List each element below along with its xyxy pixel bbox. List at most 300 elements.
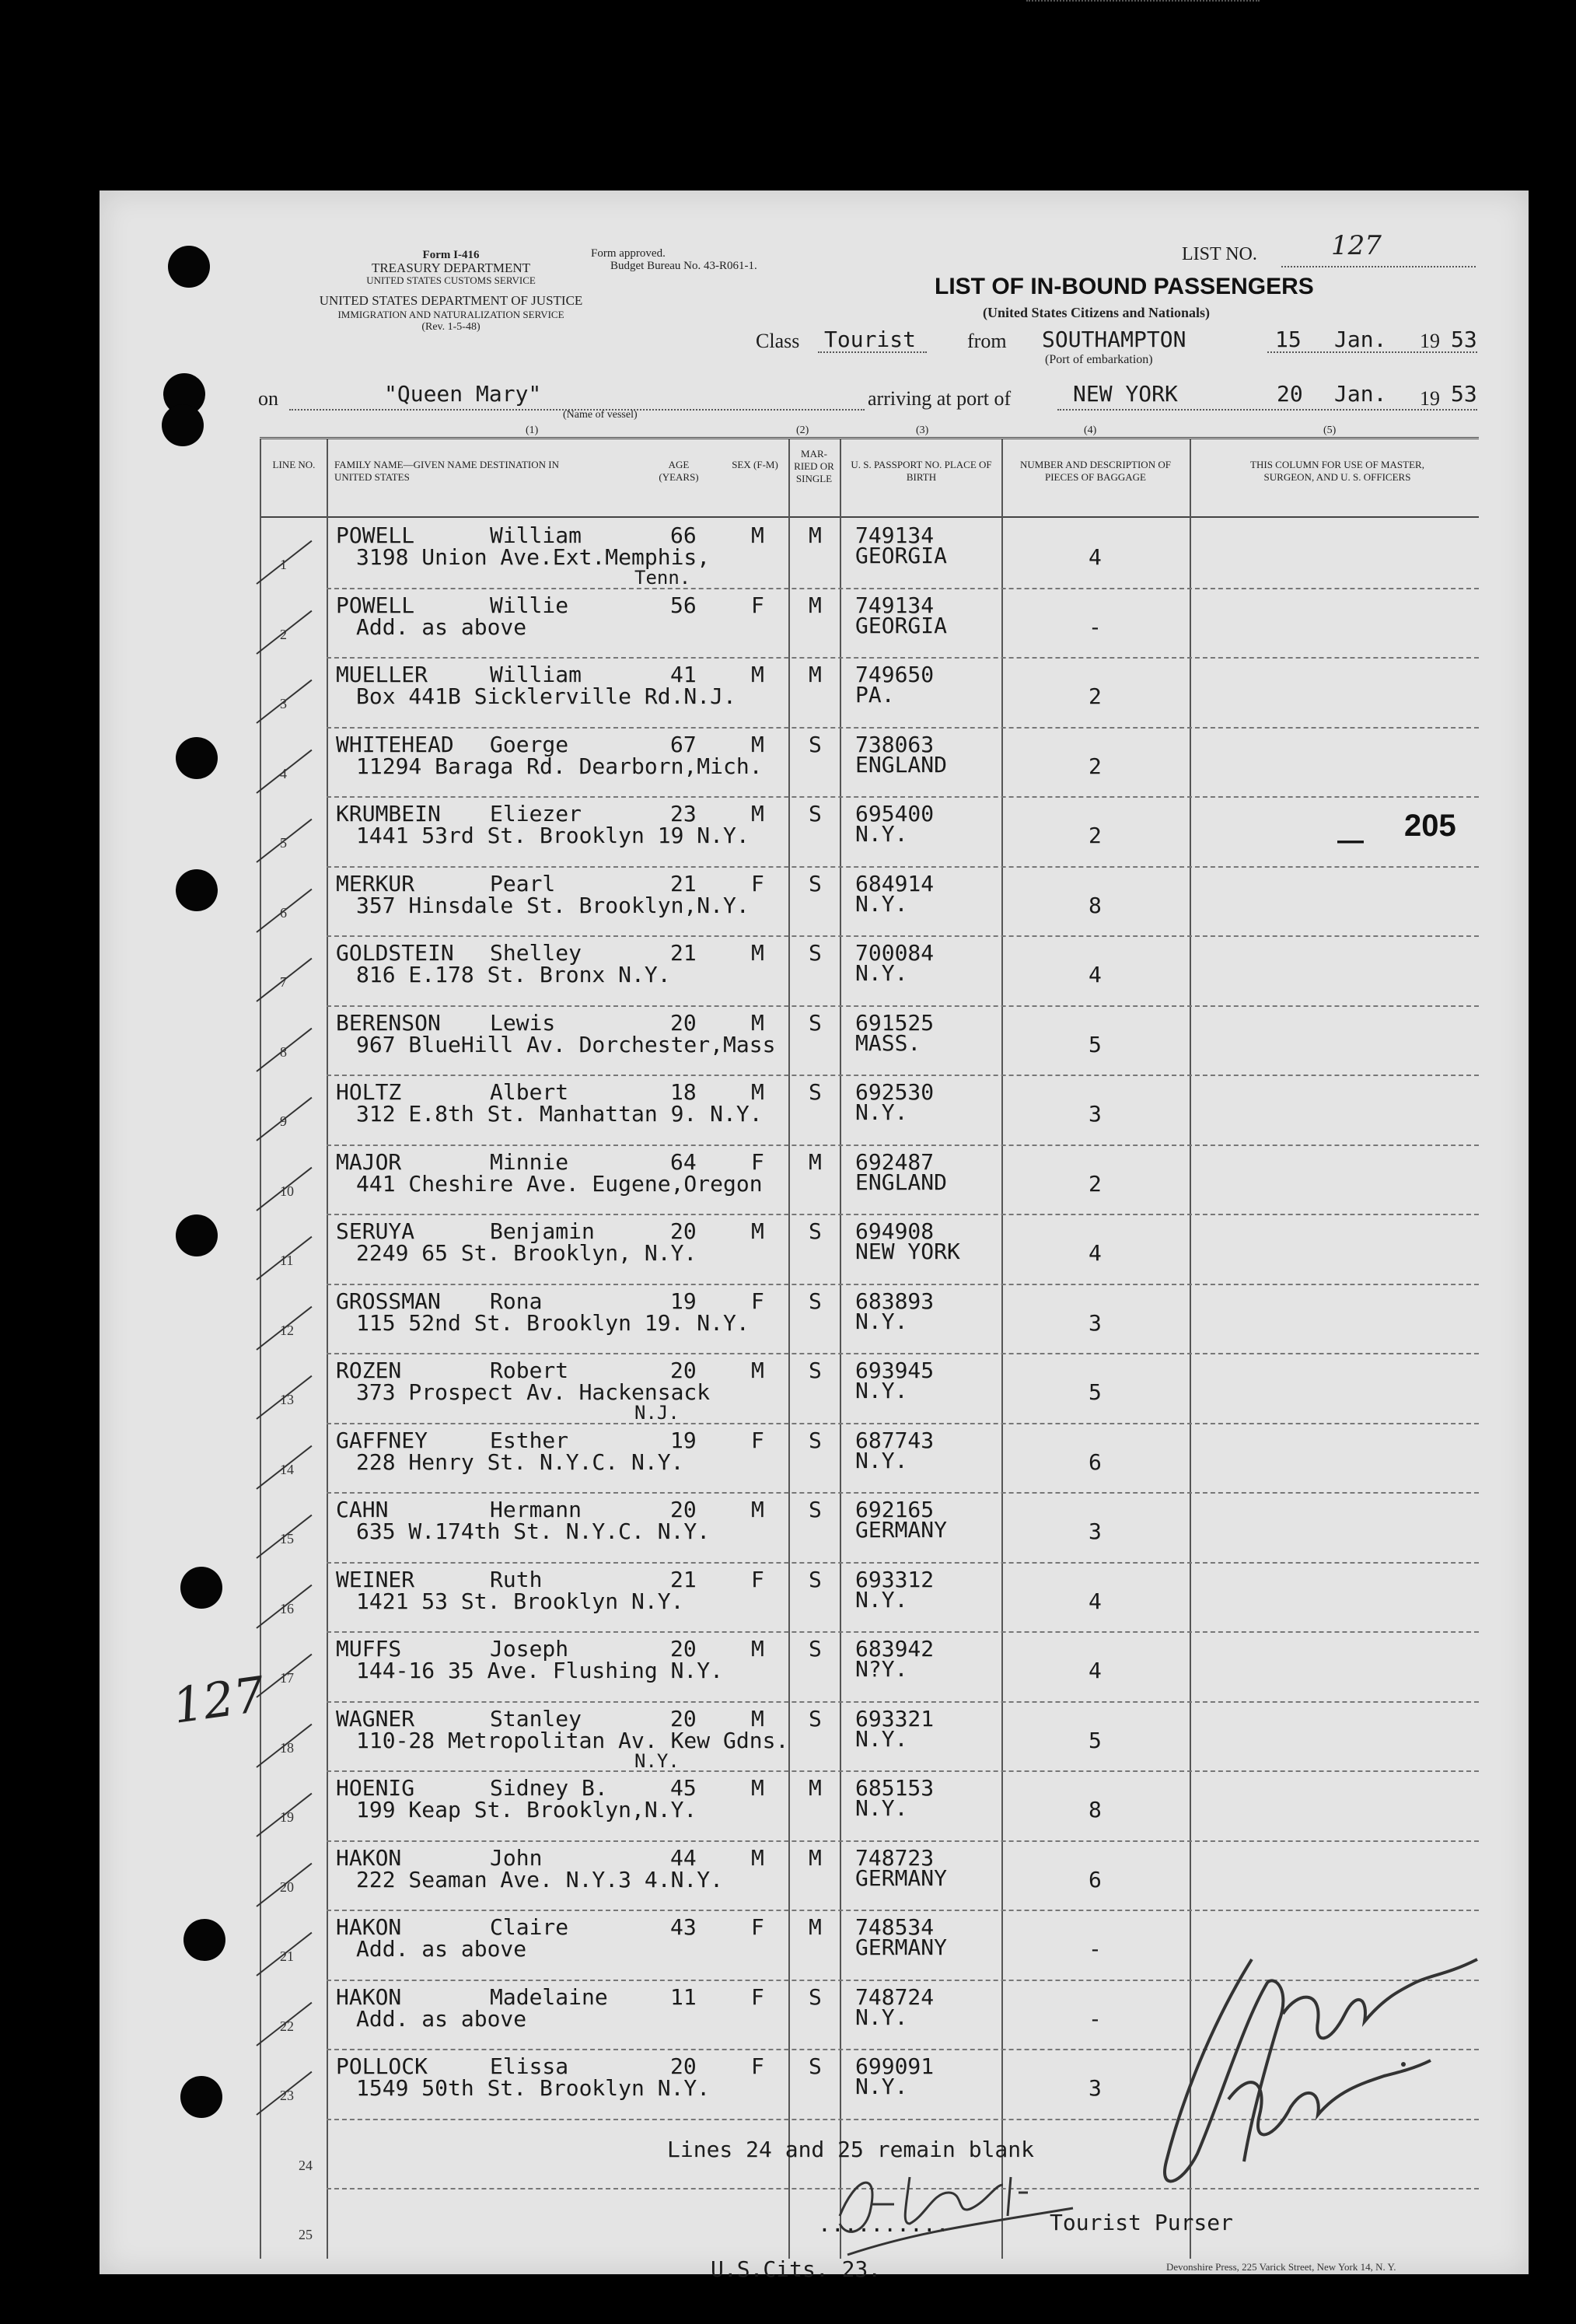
given-name: William xyxy=(490,522,582,548)
destination-address: 115 52nd St. Brooklyn 19. N.Y. xyxy=(356,1309,750,1336)
sex: M xyxy=(751,1705,764,1732)
row-divider xyxy=(327,1631,1479,1633)
date-underline xyxy=(1267,351,1477,353)
row-divider xyxy=(327,1423,1479,1424)
row-divider xyxy=(327,588,1479,589)
baggage-pieces: 2 xyxy=(1089,683,1102,709)
place-of-birth: N.Y. xyxy=(855,1099,908,1125)
line-number: 2 xyxy=(280,626,287,642)
line-number: 10 xyxy=(280,1183,294,1199)
family-name: KRUMBEIN xyxy=(336,801,441,827)
sex: M xyxy=(751,662,764,687)
destination-address: 222 Seaman Ave. N.Y.3 4.N.Y. xyxy=(356,1866,724,1892)
line-number: 15 xyxy=(280,1531,294,1546)
sex: M xyxy=(751,1009,764,1036)
passport-number: 695400 xyxy=(855,801,935,827)
baggage-pieces: 4 xyxy=(1089,1588,1102,1614)
line-number: 3 xyxy=(280,696,287,711)
arrival-underline xyxy=(1057,409,1477,411)
marital-status: S xyxy=(809,1983,822,2010)
table-top-rule xyxy=(260,437,1479,439)
age: 23 xyxy=(670,801,697,827)
destination-address: 11294 Baraga Rd. Dearborn,Mich. xyxy=(356,753,763,779)
treasury-dept: TREASURY DEPARTMENT xyxy=(371,260,531,275)
passport-number: 692530 xyxy=(855,1079,935,1105)
destination-address: Add. as above xyxy=(356,613,527,640)
sex: M xyxy=(751,731,764,757)
marital-status: M xyxy=(809,522,822,548)
baggage-pieces: 8 xyxy=(1089,892,1102,918)
marital-status: S xyxy=(809,1358,822,1383)
arriving-label: arriving at port of xyxy=(868,387,1012,410)
line-number: 19 xyxy=(280,1809,294,1825)
arrival-year-prefix: 19 xyxy=(1420,387,1440,410)
baggage-pieces: 3 xyxy=(1089,1101,1102,1127)
arrival-day: 20 xyxy=(1277,381,1303,407)
baggage-pieces: 4 xyxy=(1089,962,1102,987)
col-header-officers: THIS COLUMN FOR USE OF MASTER, SURGEON, AND U. S. OFFICERS xyxy=(1250,459,1424,483)
place-of-birth: ENGLAND xyxy=(855,751,948,778)
sex: F xyxy=(751,1427,764,1453)
embarkation-port: SOUTHAMPTON xyxy=(1042,327,1186,352)
marital-status: S xyxy=(809,1705,822,1732)
form-id: Form I-416 xyxy=(422,249,480,261)
passport-number: 749134 xyxy=(855,522,935,548)
given-name: Joseph xyxy=(490,1636,569,1662)
col-divider-baggage xyxy=(1001,439,1003,2259)
passport-number: 738063 xyxy=(855,731,935,757)
given-name: Eliezer xyxy=(490,801,582,827)
col-header-passport: U. S. PASSPORT NO. PLACE OF BIRTH xyxy=(851,459,992,483)
place-of-birth: NEW YORK xyxy=(855,1239,960,1264)
baggage-pieces: 3 xyxy=(1089,1309,1102,1336)
list-no-label: LIST NO. xyxy=(1182,244,1257,264)
passport-number: 699091 xyxy=(855,2053,935,2079)
family-name: POWELL xyxy=(336,522,415,548)
given-name: Sidney B. xyxy=(490,1775,608,1801)
given-name: Albert xyxy=(490,1079,569,1105)
family-name: BERENSON xyxy=(336,1009,441,1036)
sex: M xyxy=(751,1358,764,1383)
marital-status: M xyxy=(809,1844,822,1871)
row-divider xyxy=(327,1840,1479,1842)
col-num-2: (2) xyxy=(796,425,809,436)
line-number: 14 xyxy=(280,1461,294,1477)
age: 20 xyxy=(670,1358,697,1383)
blank-lines-note: Lines 24 and 25 remain blank xyxy=(667,2137,1035,2162)
list-no-handwritten: 127 xyxy=(1331,230,1382,261)
row-divider xyxy=(327,657,1479,659)
given-name: Willie xyxy=(490,592,569,618)
place-of-birth: N?Y. xyxy=(855,1656,908,1682)
baggage-pieces: 4 xyxy=(1089,544,1102,570)
family-name: WEINER xyxy=(336,1566,415,1592)
baggage-pieces: 8 xyxy=(1089,1797,1102,1823)
header-bottom-rule xyxy=(260,516,1479,518)
baggage-pieces: 4 xyxy=(1089,1240,1102,1266)
given-name: Robert xyxy=(490,1358,569,1383)
destination-address: 373 Prospect Av. Hackensack xyxy=(356,1379,711,1405)
line-number: 7 xyxy=(280,974,287,990)
destination-address: 635 W.174th St. N.Y.C. N.Y. xyxy=(356,1518,711,1544)
arrival-month: Jan. xyxy=(1334,381,1387,407)
us-citizens-count: U.S.Cits. 23. xyxy=(711,2256,882,2282)
baggage-pieces: 2 xyxy=(1089,823,1102,848)
col-divider-line xyxy=(327,439,328,2259)
place-of-birth: N.Y. xyxy=(855,1586,908,1613)
destination-address: Add. as above xyxy=(356,1936,527,1962)
arrival-year: 53 xyxy=(1451,381,1477,407)
family-name: WAGNER xyxy=(336,1705,415,1732)
destination-address: 357 Hinsdale St. Brooklyn,N.Y. xyxy=(356,892,750,918)
destination-address: 967 BlueHill Av. Dorchester,Mass xyxy=(356,1031,776,1057)
departure-month: Jan. xyxy=(1334,327,1387,352)
sex: M xyxy=(751,1497,764,1522)
sex: F xyxy=(751,1566,764,1592)
row-divider xyxy=(327,1284,1479,1285)
family-name: GAFFNEY xyxy=(336,1427,428,1453)
given-name: Madelaine xyxy=(490,1983,608,2010)
row-divider xyxy=(327,1701,1479,1703)
given-name: Esther xyxy=(490,1427,569,1453)
passport-number: 693312 xyxy=(855,1566,935,1592)
family-name: ROZEN xyxy=(336,1358,402,1383)
age: 20 xyxy=(670,1705,697,1732)
baggage-pieces: 2 xyxy=(1089,1170,1102,1197)
budget-bureau: Budget Bureau No. 43-R061-1. xyxy=(610,260,757,272)
class-underline xyxy=(818,351,927,353)
baggage-pieces: 4 xyxy=(1089,1658,1102,1683)
destination-address: 199 Keap St. Brooklyn,N.Y. xyxy=(356,1797,697,1823)
document-subtitle: (United States Citizens and Nationals) xyxy=(983,305,1211,320)
age: 66 xyxy=(670,522,697,548)
row-divider xyxy=(327,1910,1479,1911)
family-name: MERKUR xyxy=(336,870,415,896)
row-divider xyxy=(327,935,1479,937)
col-header-married: MAR-RIED OR SINGLE xyxy=(794,448,834,484)
destination-address: 1421 53 St. Brooklyn N.Y. xyxy=(356,1588,684,1614)
line-number: 8 xyxy=(280,1043,287,1060)
destination-address: 312 E.8th St. Manhattan 9. N.Y. xyxy=(356,1101,763,1127)
sex: F xyxy=(751,870,764,896)
place-of-birth: N.Y. xyxy=(855,1725,908,1752)
line-number: 13 xyxy=(280,1392,294,1407)
passport-number: 684914 xyxy=(855,870,935,896)
col-header-line: LINE NO. xyxy=(272,459,316,470)
line-number: 22 xyxy=(280,2018,294,2034)
sex: F xyxy=(751,1983,764,2010)
place-of-birth: N.Y. xyxy=(855,1795,908,1821)
given-name: William xyxy=(490,662,582,687)
row-divider xyxy=(327,1214,1479,1215)
baggage-pieces: - xyxy=(1089,2005,1102,2032)
stamp-dash: — xyxy=(1337,826,1364,855)
printer-imprint: Devonshire Press, 225 Varick Street, New York 14, N. Y. xyxy=(1166,2261,1396,2273)
line-number: 12 xyxy=(280,1322,294,1338)
family-name: SERUYA xyxy=(336,1218,415,1244)
marital-status: M xyxy=(809,1775,822,1801)
list-no-underline xyxy=(1281,266,1476,267)
family-name: MUELLER xyxy=(336,662,428,687)
purser-dots: .......... xyxy=(818,2211,949,2237)
age: 19 xyxy=(670,1427,697,1453)
customs-service: UNITED STATES CUSTOMS SERVICE xyxy=(366,274,536,286)
family-name: GOLDSTEIN xyxy=(336,940,454,966)
col-header-age: AGE (YEARS) xyxy=(659,459,699,483)
on-label: on xyxy=(258,387,278,410)
given-name: Lewis xyxy=(490,1009,556,1036)
baggage-pieces: - xyxy=(1089,613,1102,640)
age: 43 xyxy=(670,1914,697,1940)
family-name: HOLTZ xyxy=(336,1079,402,1105)
line-number: 1 xyxy=(280,557,287,572)
purser-signature xyxy=(824,2161,1089,2263)
from-label: from xyxy=(967,330,1007,352)
place-of-birth: N.Y. xyxy=(855,2074,908,2099)
given-name: Rona xyxy=(490,1288,543,1314)
passport-number: 749134 xyxy=(855,592,935,618)
passport-number: 700084 xyxy=(855,940,935,966)
age: 11 xyxy=(670,1983,697,2010)
baggage-pieces: 3 xyxy=(1089,1518,1102,1544)
col-divider-married xyxy=(788,439,790,2259)
marital-status: M xyxy=(809,1914,822,1940)
place-of-birth: N.Y. xyxy=(855,890,908,917)
marital-status: S xyxy=(809,1566,822,1592)
line-number: 6 xyxy=(280,904,287,921)
line-number: 5 xyxy=(280,835,287,851)
stamp-205: 205 xyxy=(1404,809,1456,843)
destination-address: 1441 53rd St. Brooklyn 19 N.Y. xyxy=(356,823,750,848)
sex: M xyxy=(751,940,764,966)
binder-hole xyxy=(162,404,204,446)
age: 41 xyxy=(670,662,697,687)
family-name: HOENIG xyxy=(336,1775,415,1801)
place-of-birth: N.Y. xyxy=(855,1308,908,1334)
line-number: 11 xyxy=(280,1253,294,1268)
row-divider xyxy=(327,1353,1479,1354)
age: 56 xyxy=(670,592,697,618)
destination-address: Add. as above xyxy=(356,2005,527,2032)
sex: F xyxy=(751,592,764,618)
justice-dept: UNITED STATES DEPARTMENT OF JUSTICE xyxy=(319,293,583,308)
departure-year: 53 xyxy=(1451,327,1477,352)
sex: F xyxy=(751,1288,764,1314)
passport-number: 683942 xyxy=(855,1636,935,1662)
sex: M xyxy=(751,1079,764,1105)
destination-address: 110-28 Metropolitan Av. Kew Gdns. xyxy=(356,1727,789,1753)
col-num-3: (3) xyxy=(916,425,929,436)
line-number: 9 xyxy=(280,1113,287,1129)
family-name: POLLOCK xyxy=(336,2053,428,2079)
baggage-pieces: 6 xyxy=(1089,1449,1102,1475)
passport-number: 687743 xyxy=(855,1427,935,1453)
passport-number: 693945 xyxy=(855,1358,935,1383)
baggage-pieces: 2 xyxy=(1089,753,1102,779)
line-number: 23 xyxy=(280,2088,294,2103)
marital-status: S xyxy=(809,801,822,827)
binder-hole xyxy=(176,869,218,911)
given-name: Benjamin xyxy=(490,1218,595,1244)
form-approved: Form approved. xyxy=(591,247,666,260)
given-name: Goerge xyxy=(490,731,569,757)
vessel-caption: (Name of vessel) xyxy=(563,409,638,421)
destination-address-cont: N.J. xyxy=(634,1402,680,1424)
sex: M xyxy=(751,522,764,548)
col-header-baggage: NUMBER AND DESCRIPTION OF PIECES OF BAGGAGE xyxy=(1020,459,1171,483)
age: 20 xyxy=(670,1009,697,1036)
destination-address-cont: N.Y. xyxy=(634,1749,680,1772)
destination-address: 816 E.178 St. Bronx N.Y. xyxy=(356,962,671,987)
binder-hole xyxy=(183,1919,225,1961)
place-of-birth: N.Y. xyxy=(855,1447,908,1473)
family-name: CAHN xyxy=(336,1497,389,1522)
place-of-birth: N.Y. xyxy=(855,960,908,986)
sex: M xyxy=(751,1636,764,1662)
age: 20 xyxy=(670,1218,697,1244)
age: 44 xyxy=(670,1844,697,1871)
marital-status: S xyxy=(809,1636,822,1662)
col-num-4: (4) xyxy=(1084,425,1097,436)
from-underline xyxy=(1026,0,1260,2)
line-number: 25 xyxy=(299,2227,313,2242)
place-of-birth: GERMANY xyxy=(855,1517,948,1543)
destination-address: Box 441B Sicklerville Rd.N.J. xyxy=(356,683,736,709)
family-name: HAKON xyxy=(336,1914,402,1940)
passport-number: 748723 xyxy=(855,1844,935,1871)
row-divider xyxy=(327,1562,1479,1564)
class-value: Tourist xyxy=(824,327,917,352)
destination-address: 3198 Union Ave.Ext.Memphis, xyxy=(356,544,711,570)
row-divider xyxy=(327,796,1479,798)
table-left-border xyxy=(260,439,261,2259)
passport-number: 692165 xyxy=(855,1497,935,1522)
binder-hole xyxy=(176,737,218,779)
sex: M xyxy=(751,801,764,827)
family-name: MUFFS xyxy=(336,1636,402,1662)
revision: (Rev. 1-5-48) xyxy=(421,321,480,333)
passport-number: 749650 xyxy=(855,662,935,687)
given-name: Stanley xyxy=(490,1705,582,1732)
age: 19 xyxy=(670,1288,697,1314)
class-label: Class xyxy=(756,330,800,352)
family-name: WHITEHEAD xyxy=(336,731,454,757)
col-divider-passport xyxy=(840,439,841,2259)
passport-number: 748724 xyxy=(855,1983,935,2010)
binder-hole xyxy=(180,1567,222,1609)
row-divider xyxy=(327,1770,1479,1772)
baggage-pieces: 5 xyxy=(1089,1031,1102,1057)
passport-number: 748534 xyxy=(855,1914,935,1940)
sex: F xyxy=(751,2053,764,2079)
departure-day: 15 xyxy=(1275,327,1302,352)
col-num-5: (5) xyxy=(1323,425,1337,436)
given-name: Shelley xyxy=(490,940,582,966)
given-name: Minnie xyxy=(490,1148,569,1175)
family-name: HAKON xyxy=(336,1844,402,1871)
family-name: POWELL xyxy=(336,592,415,618)
binder-hole xyxy=(168,246,210,288)
purser-title: Tourist Purser xyxy=(1050,2210,1234,2235)
baggage-pieces: 3 xyxy=(1089,2075,1102,2101)
passport-number: 685153 xyxy=(855,1775,935,1801)
inspector-signature xyxy=(1135,1928,1508,2224)
marital-status: M xyxy=(809,662,822,687)
passport-number: 694908 xyxy=(855,1218,935,1244)
family-name: GROSSMAN xyxy=(336,1288,441,1314)
place-of-birth: ENGLAND xyxy=(855,1169,948,1195)
sex: F xyxy=(751,1148,764,1175)
marital-status: S xyxy=(809,1427,822,1453)
given-name: Claire xyxy=(490,1914,569,1940)
destination-address-cont: Tenn. xyxy=(634,567,691,589)
age: 21 xyxy=(670,870,697,896)
family-name: MAJOR xyxy=(336,1148,402,1175)
age: 20 xyxy=(670,2053,697,2079)
marital-status: S xyxy=(809,1497,822,1522)
marital-status: S xyxy=(809,1009,822,1036)
place-of-birth: PA. xyxy=(855,682,895,708)
row-divider xyxy=(327,1492,1479,1494)
passport-number: 691525 xyxy=(855,1009,935,1036)
sex: M xyxy=(751,1844,764,1871)
marital-status: S xyxy=(809,1288,822,1314)
baggage-pieces: 5 xyxy=(1089,1727,1102,1753)
ins-service: IMMIGRATION AND NATURALIZATION SERVICE xyxy=(337,309,564,320)
sex: M xyxy=(751,1218,764,1244)
row-divider xyxy=(327,1075,1479,1076)
line-number: 21 xyxy=(280,1948,294,1964)
passport-number: 683893 xyxy=(855,1288,935,1314)
passport-number: 693321 xyxy=(855,1705,935,1732)
baggage-pieces: - xyxy=(1089,1936,1102,1962)
destination-address: 441 Cheshire Ave. Eugene,Oregon xyxy=(356,1170,763,1197)
age: 18 xyxy=(670,1079,697,1105)
marital-status: S xyxy=(809,940,822,966)
sex: F xyxy=(751,1914,764,1940)
place-of-birth: GERMANY xyxy=(855,1864,948,1891)
marital-status: S xyxy=(809,870,822,896)
line-number: 24 xyxy=(299,2157,313,2173)
age: 64 xyxy=(670,1148,697,1175)
port-embark-caption: (Port of embarkation) xyxy=(1045,353,1153,366)
given-name: Ruth xyxy=(490,1566,543,1592)
marital-status: S xyxy=(809,1218,822,1244)
row-divider xyxy=(327,727,1479,729)
age: 21 xyxy=(670,1566,697,1592)
arrival-port: NEW YORK xyxy=(1073,381,1178,407)
passport-number: 692487 xyxy=(855,1148,935,1175)
family-name: HAKON xyxy=(336,1983,402,2010)
age: 20 xyxy=(670,1636,697,1662)
baggage-pieces: 5 xyxy=(1089,1379,1102,1405)
marital-status: M xyxy=(809,592,822,618)
line-number: 18 xyxy=(280,1739,294,1756)
col-header-name: FAMILY NAME—GIVEN NAME DESTINATION IN UNITED STATES xyxy=(334,459,560,483)
given-name: Elissa xyxy=(490,2053,569,2079)
vessel-name: "Queen Mary" xyxy=(384,381,542,407)
line-number: 20 xyxy=(280,1878,294,1895)
departure-year-prefix: 19 xyxy=(1420,330,1440,352)
place-of-birth: N.Y. xyxy=(855,1378,908,1403)
given-name: Pearl xyxy=(490,870,556,896)
place-of-birth: N.Y. xyxy=(855,821,908,847)
age: 20 xyxy=(670,1497,697,1522)
marital-status: S xyxy=(809,2053,822,2079)
baggage-pieces: 6 xyxy=(1089,1866,1102,1892)
place-of-birth: MASS. xyxy=(855,1029,921,1056)
marital-status: M xyxy=(809,1148,822,1175)
